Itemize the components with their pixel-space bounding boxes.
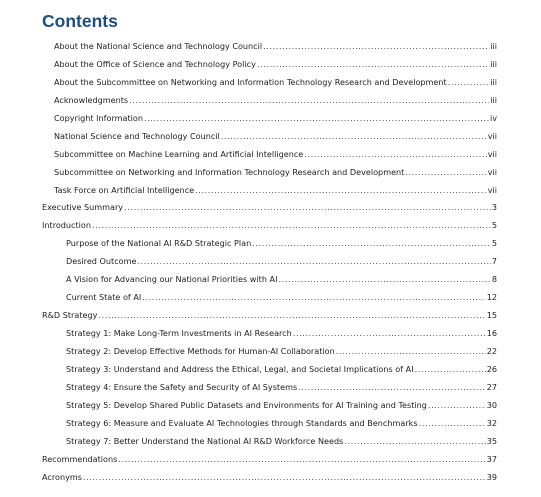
dot-leader [221,128,487,146]
toc-entry-label: R&D Strategy [42,310,98,321]
toc-entry-label: A Vision for Advancing our National Priorities with AI [66,274,278,285]
toc-entry-page-number: 32 [486,417,497,428]
toc-entry-page-number: iii [490,76,497,87]
toc-entry[interactable] [0,92,541,110]
dot-leader [298,379,485,397]
toc-entry-page-number: 7 [491,256,497,267]
toc-entry-page-number: 8 [491,274,497,285]
dot-leader [257,56,489,74]
toc-entry[interactable] [0,271,541,289]
dot-leader [405,164,486,182]
dot-leader [195,182,487,200]
toc-entry[interactable] [0,110,541,128]
dot-leader [124,199,491,217]
dot-leader [252,235,491,253]
toc-entry[interactable] [0,217,541,235]
dot-leader [304,146,486,164]
toc-entry[interactable] [0,451,541,469]
toc-entry[interactable] [0,182,541,200]
toc-entry-label: About the Office of Science and Technology Policy [54,58,256,69]
dot-leader [144,110,489,128]
toc-entry[interactable] [0,397,541,415]
toc-entry-page-number: 39 [486,471,497,482]
dot-leader [137,253,490,271]
toc-entry-page-number: 12 [486,292,497,303]
toc-entry[interactable] [0,128,541,146]
dot-leader [428,397,486,415]
dot-leader [278,271,490,289]
toc-entry-label: About the Subcommittee on Networking and Information Technology Research and Development [54,76,447,87]
dot-leader [415,361,486,379]
toc-entry-page-number: iii [490,41,497,51]
toc-entry[interactable] [0,415,541,433]
toc-entry[interactable] [0,235,541,253]
toc-entry-label: Acknowledgments [54,94,129,105]
toc-entry[interactable] [0,433,541,451]
toc-entry-label: Strategy 3: Understand and Address the Ethical, Legal, and Societal Implications of AI [66,363,414,374]
toc-entry-label: Copyright Information [54,112,143,123]
toc-entry-page-number: vii [487,148,497,159]
toc-entry-page-number: 5 [491,220,497,231]
toc-entry[interactable] [0,469,541,487]
dot-leader [448,74,490,92]
toc-entry[interactable] [0,199,541,217]
toc-entry[interactable] [0,325,541,343]
toc-entry-label: Strategy 5: Develop Shared Public Datasets and Environments for AI Training and Testing [66,399,427,410]
toc-entry-page-number: 16 [486,328,497,338]
toc-entry[interactable] [0,289,541,307]
toc-entry[interactable] [0,361,541,379]
toc-entry[interactable] [0,38,541,56]
toc-entry-label: Recommendations [42,453,118,464]
dot-leader [344,433,485,451]
toc-entry-label: Current State of AI [66,292,142,303]
toc-entry[interactable] [0,253,541,271]
page-title: Contents [42,11,118,31]
toc-entry-page-number: iii [490,94,497,105]
toc-entry-label: Executive Summary [42,202,124,213]
toc-entry-label: Task Force on Artificial Intelligence [54,184,195,195]
dot-leader [263,38,489,56]
toc-entry[interactable] [0,74,541,92]
toc-entry-page-number: vii [487,184,497,195]
toc-entry-page-number: 37 [486,453,497,464]
toc-list [0,38,541,486]
toc-entry-label: Strategy 7: Better Understand the National AI R&D Workforce Needs [66,435,344,446]
toc-entry[interactable] [0,343,541,361]
toc-entry-page-number: vii [487,130,497,141]
dot-leader [98,307,485,325]
dot-leader [129,92,489,110]
toc-entry[interactable] [0,164,541,182]
dot-leader [118,451,485,469]
toc-entry-page-number: 5 [491,238,497,249]
toc-entry-page-number: 26 [486,363,497,374]
toc-entry-label: Acronyms [42,471,82,482]
toc-entry-page-number: 22 [486,345,497,356]
toc-entry-label: Subcommittee on Networking and Information Technology Research and Development [54,166,405,177]
toc-entry-label: Purpose of the National AI R&D Strategic Plan [66,238,252,249]
toc-entry[interactable] [0,146,541,164]
toc-entry-label: Strategy 1: Make Long-Term Investments in AI Research [66,328,292,338]
toc-entry-page-number: 30 [486,399,497,410]
toc-entry-label: Desired Outcome [66,256,137,267]
toc-entry-label: Strategy 2: Develop Effective Methods for Human-AI Collaboration [66,345,335,356]
toc-entry-page-number: vii [487,166,497,177]
toc-entry-page-number: iii [490,58,497,69]
toc-entry-page-number: iv [489,112,497,123]
toc-entry-label: Strategy 6: Measure and Evaluate AI Technologies through Standards and Benchmarks [66,417,418,428]
dot-leader [336,343,486,361]
toc-entry-page-number: 15 [486,310,497,321]
toc-entry-page-number: 35 [486,435,497,446]
toc-entry-label: Strategy 4: Ensure the Safety and Security of AI Systems [66,381,298,392]
dot-leader [142,289,485,307]
toc-entry[interactable] [0,379,541,397]
toc-entry-label: National Science and Technology Council [54,130,220,141]
dot-leader [419,415,486,433]
toc-entry[interactable] [0,307,541,325]
toc-entry-label: Subcommittee on Machine Learning and Artificial Intelligence [54,148,304,159]
toc-entry-page-number: 3 [491,202,497,213]
dot-leader [83,469,486,487]
dot-leader [92,217,491,235]
toc-entry-label: Introduction [42,220,92,231]
dot-leader [293,325,486,343]
toc-entry[interactable] [0,56,541,74]
toc-entry-label: About the National Science and Technology Council [54,41,263,51]
toc-entry-page-number: 27 [486,381,497,392]
